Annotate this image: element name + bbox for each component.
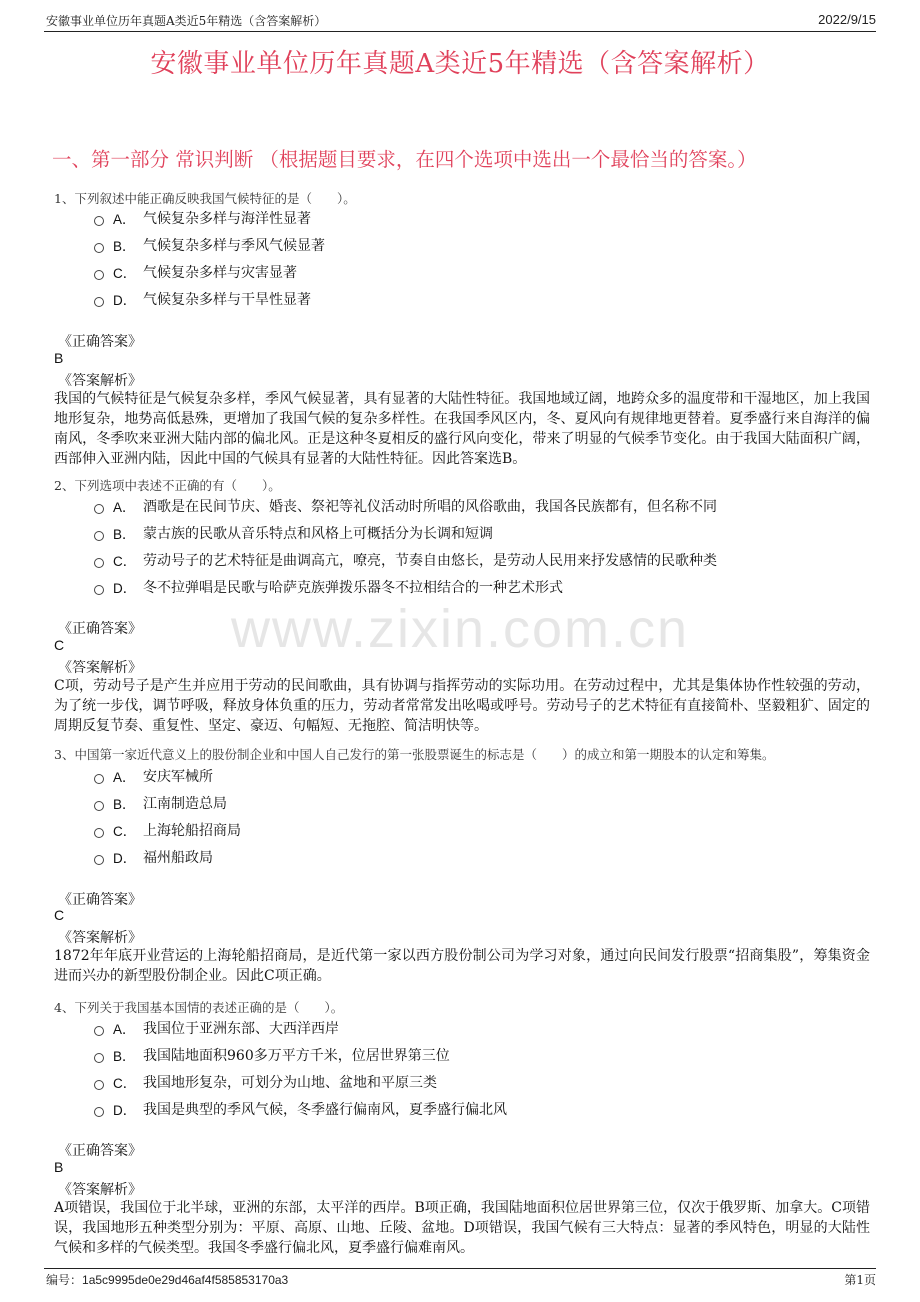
option-b[interactable]: B． 江南制造总局	[94, 793, 227, 813]
radio-icon[interactable]	[94, 801, 104, 811]
radio-icon[interactable]	[94, 828, 104, 838]
option-a[interactable]: A． 气候复杂多样与海洋性显著	[94, 208, 311, 228]
question-stem: 2、下列选项中表述不正确的有（ ）。	[54, 478, 281, 493]
analysis-text: A项错误，我国位于北半球，亚洲的东部，太平洋的西岸。B项正确，我国陆地面积位居世界第三位，仅次于俄罗斯、加拿大。C项错误，我国地形五种类型分别为：平原、高原、山地、丘陵、盆地。D项错误，我国气候有三大特点：显著的季风特色，明显的大陆性气候和多样的气候类型。我国冬季盛行偏北风，夏季盛行偏难南风。	[54, 1200, 870, 1256]
question-stem: 4、下列关于我国基本国情的表述正确的是（ ）。	[54, 1000, 344, 1015]
option-a[interactable]: A． 酒歌是在民间节庆、婚丧、祭祀等礼仪活动时所唱的风俗歌曲，我国各民族都有，但名称不同	[94, 496, 717, 516]
watermark: www.zixin.com.cn	[230, 599, 690, 659]
analysis-text: 我国的气候特征是气候复杂多样，季风气候显著，具有显著的大陆性特征。我国地域辽阔，地跨众多的温度带和干湿地区，加上我国地形复杂，地势高低悬殊，更增加了我国气候的复杂多样性。在我国季风区内，冬、夏风向有规律地更替着。夏季盛行来自海洋的偏南风，冬季吹来亚洲大陆内部的偏北风。正是这种冬夏相反的盛行风向变化，带来了明显的气候季节变化。由于我国大陆面积广阔，西部伸入亚洲内陆，因此中国的气候具有显著的大陆性特征。因此答案选B。	[54, 391, 870, 467]
header-date: 2022/9/15	[818, 12, 876, 27]
footer-code: 编号：1a5c9995de0e29d46af4f585853170a3	[46, 1273, 289, 1287]
option-a[interactable]: A． 安庆军械所	[94, 766, 213, 786]
radio-icon[interactable]	[94, 531, 104, 541]
radio-icon[interactable]	[94, 504, 104, 514]
radio-icon[interactable]	[94, 1080, 104, 1090]
radio-icon[interactable]	[94, 855, 104, 865]
option-c[interactable]: C． 我国地形复杂，可划分为山地、盆地和平原三类	[94, 1072, 437, 1092]
analysis-label: 《答案解析》	[58, 930, 142, 946]
radio-icon[interactable]	[94, 558, 104, 568]
analysis-text: C项，劳动号子是产生并应用于劳动的民间歌曲，具有协调与指挥劳动的实际功用。在劳动过程中，尤其是集体协作性较强的劳动，为了统一步伐，调节呼吸，释放身体负重的压力，劳动者常常发出吆喝或呼号。劳动号子的艺术特征有直接简朴、坚毅粗犷、固定的周期反复节奏、重复性、坚定、豪迈、句幅短、无拖腔、简洁明快等。	[54, 678, 870, 734]
radio-icon[interactable]	[94, 585, 104, 595]
correct-answer-label: 《正确答案》	[58, 621, 142, 637]
option-b[interactable]: B． 我国陆地面积960多万平方千米，位居世界第三位	[94, 1045, 450, 1065]
option-d[interactable]: D． 气候复杂多样与干旱性显著	[94, 289, 311, 309]
radio-icon[interactable]	[94, 297, 104, 307]
analysis-label: 《答案解析》	[58, 373, 142, 389]
radio-icon[interactable]	[94, 243, 104, 253]
page-number: 第1页	[844, 1273, 876, 1287]
correct-answer: C	[54, 637, 65, 653]
correct-answer-label: 《正确答案》	[58, 892, 142, 908]
correct-answer: C	[54, 907, 65, 923]
radio-icon[interactable]	[94, 1026, 104, 1036]
radio-icon[interactable]	[94, 270, 104, 280]
correct-answer: B	[54, 1159, 64, 1175]
document-title: 安徽事业单位历年真题A类近5年精选（含答案解析）	[150, 49, 770, 79]
option-d[interactable]: D． 福州船政局	[94, 847, 213, 867]
option-c[interactable]: C． 气候复杂多样与灾害显著	[94, 262, 297, 282]
correct-answer-label: 《正确答案》	[58, 1143, 142, 1159]
radio-icon[interactable]	[94, 774, 104, 784]
option-a[interactable]: A． 我国位于亚洲东部、大西洋西岸	[94, 1018, 339, 1038]
question-stem: 1、下列叙述中能正确反映我国气候特征的是（ ）。	[54, 191, 356, 206]
radio-icon[interactable]	[94, 216, 104, 226]
option-d[interactable]: D． 冬不拉弹唱是民歌与哈萨克族弹拨乐器冬不拉相结合的一种艺术形式	[94, 577, 563, 597]
option-c[interactable]: C． 上海轮船招商局	[94, 820, 241, 840]
analysis-label: 《答案解析》	[58, 660, 142, 676]
option-d[interactable]: D． 我国是典型的季风气候，冬季盛行偏南风，夏季盛行偏北风	[94, 1099, 507, 1119]
footer-divider	[44, 1268, 876, 1269]
option-c[interactable]: C． 劳动号子的艺术特征是曲调高亢，嘹亮，节奏自由悠长，是劳动人民用来抒发感情的民歌种类	[94, 550, 717, 570]
analysis-text: 1872年年底开业营运的上海轮船招商局，是近代第一家以西方股份制公司为学习对象，通过向民间发行股票“招商集股”，筹集资金进而兴办的新型股份制企业。因此C项正确。	[54, 948, 870, 984]
correct-answer-label: 《正确答案》	[58, 334, 142, 350]
header-doc-title: 安徽事业单位历年真题A类近5年精选（含答案解析）	[46, 14, 327, 28]
analysis-label: 《答案解析》	[58, 1182, 142, 1198]
option-b[interactable]: B． 气候复杂多样与季风气候显著	[94, 235, 325, 255]
radio-icon[interactable]	[94, 1107, 104, 1117]
header-divider	[44, 31, 876, 32]
option-b[interactable]: B． 蒙古族的民歌从音乐特点和风格上可概括分为长调和短调	[94, 523, 493, 543]
correct-answer: B	[54, 350, 64, 366]
section-heading: 一、第一部分 常识判断 （根据题目要求，在四个选项中选出一个最恰当的答案。）	[52, 148, 757, 171]
question-stem: 3、中国第一家近代意义上的股份制企业和中国人自己发行的第一张股票诞生的标志是（ ）的成立和第一期股本的认定和筹集。	[54, 747, 775, 762]
radio-icon[interactable]	[94, 1053, 104, 1063]
